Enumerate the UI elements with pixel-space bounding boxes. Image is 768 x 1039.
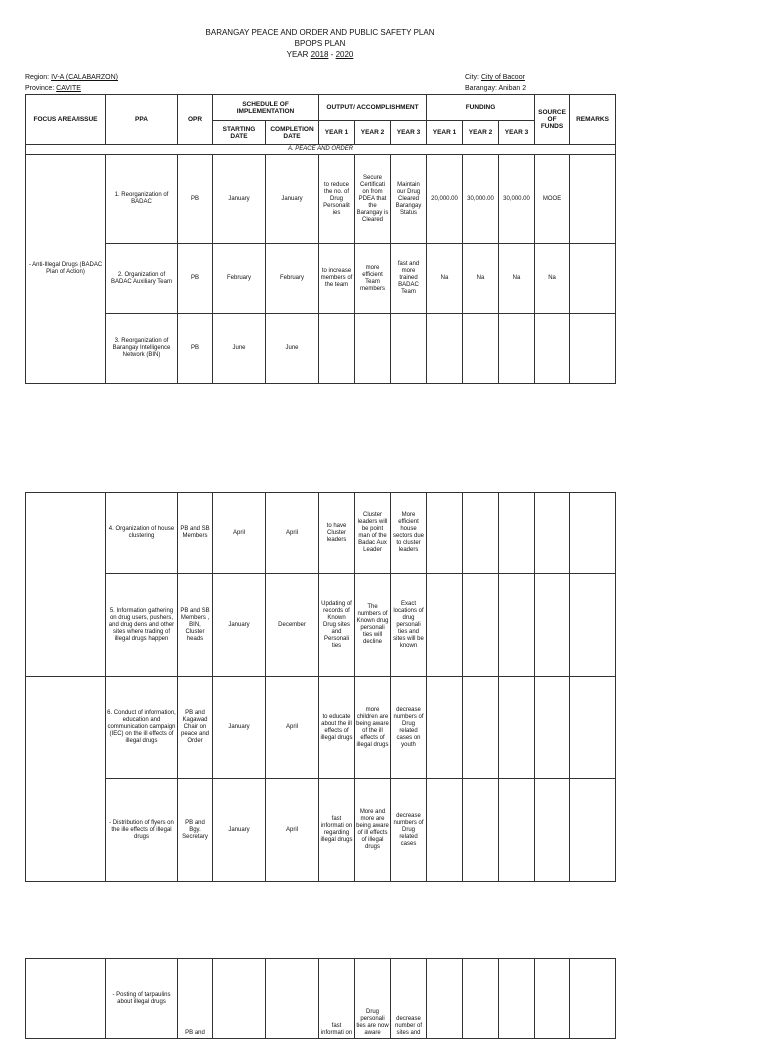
output-year1-cell: to increase members of the team (319, 244, 355, 314)
barangay-label: Barangay: (465, 85, 497, 92)
year-prefix: YEAR (286, 50, 309, 59)
ppa-cell: 5. Information gathering on drug users, pushers, and drug dens and other sites where trading of illegal drugs happen (106, 574, 178, 677)
opr-cell: PB and SB Members , BIN, Cluster heads (178, 574, 213, 677)
output-year1-cell (319, 314, 355, 384)
output-year3-cell: decrease numbers of Drug related cases (391, 779, 427, 882)
opr-cell: PB and SB Members (178, 493, 213, 574)
remarks-cell (570, 493, 616, 574)
start-cell: June (213, 314, 266, 384)
start-cell: January (213, 677, 266, 779)
document-title: BARANGAY PEACE AND ORDER AND PUBLIC SAFETY PLAN (205, 28, 435, 37)
funding-year2-cell (463, 493, 499, 574)
document-year (0, 50, 640, 60)
end-cell: April (266, 677, 319, 779)
output-year1-cell: fast informati on regarding illegal drugs (319, 779, 355, 882)
table-row (26, 677, 616, 779)
col-output-year3: YEAR 3 (391, 121, 427, 145)
funding-year2-cell (463, 959, 499, 1039)
funding-year2-cell: Na (463, 244, 499, 314)
col-output-year1: YEAR 1 (319, 121, 355, 145)
col-funding: FUNDING (427, 95, 535, 121)
city-label: City: (465, 74, 479, 81)
col-funding-year1: YEAR 1 (427, 121, 463, 145)
year-separator: - (330, 50, 334, 59)
region-label: Region: (25, 74, 50, 81)
source-cell (535, 677, 570, 779)
funding-year1-cell (427, 314, 463, 384)
city-value: City of Bacoor (480, 74, 525, 81)
focus-area-cell (26, 677, 106, 882)
ppa-cell: 4. Organization of house clustering (106, 493, 178, 574)
output-year1-cell: to have Cluster leaders (319, 493, 355, 574)
table-row (26, 574, 616, 677)
source-cell (535, 493, 570, 574)
funding-year3-cell (499, 314, 535, 384)
output-year3-cell: decrease numbers of Drug related cases on youth (391, 677, 427, 779)
output-year2-cell: Drug personali ties are now aware (355, 959, 391, 1039)
col-funding-year3: YEAR 3 (499, 121, 535, 145)
remarks-cell (570, 244, 616, 314)
col-output-year2: YEAR 2 (355, 121, 391, 145)
start-cell: January (213, 779, 266, 882)
funding-year1-cell (427, 493, 463, 574)
end-cell: February (266, 244, 319, 314)
funding-year3-cell (499, 779, 535, 882)
funding-year3-cell (499, 493, 535, 574)
document-subtitle: BPOPS PLAN (294, 39, 346, 48)
region-line (25, 73, 118, 82)
table-row (26, 779, 616, 882)
output-year3-cell: fast and more trained BADAC Team (391, 244, 427, 314)
remarks-cell (570, 314, 616, 384)
funding-year1-cell (427, 779, 463, 882)
funding-year1-cell (427, 959, 463, 1039)
barangay-line (465, 84, 526, 93)
funding-year3-cell: 30,000.00 (499, 155, 535, 244)
col-funding-year2: YEAR 2 (463, 121, 499, 145)
city-line (465, 73, 525, 82)
start-cell: April (213, 493, 266, 574)
output-year2-cell: The numbers of Known drug personali ties will decline (355, 574, 391, 677)
source-cell: MOOE (535, 155, 570, 244)
plan-table-page-1 (25, 94, 616, 384)
output-year2-cell (355, 314, 391, 384)
col-starting-date: STARTING DATE (213, 121, 266, 145)
ppa-cell: - Posting of tarpaulins about illegal drugs (106, 959, 178, 1039)
output-year2-cell: Cluster leaders will be point man of the Badac Aux Leader (355, 493, 391, 574)
funding-year1-cell (427, 574, 463, 677)
output-year3-cell: Maintain our Drug Cleared Barangay Status (391, 155, 427, 244)
source-cell (535, 314, 570, 384)
ppa-cell: 3. Reorganization of Barangay Intelligence Network (BIN) (106, 314, 178, 384)
ppa-cell: 2. Organization of BADAC Auxiliary Team (106, 244, 178, 314)
start-cell: February (213, 244, 266, 314)
output-year3-cell: decrease number of sites and (391, 959, 427, 1039)
start-cell: January (213, 574, 266, 677)
funding-year2-cell (463, 314, 499, 384)
remarks-cell (570, 574, 616, 677)
col-schedule: SCHEDULE OF IMPLEMENTATION (213, 95, 319, 121)
remarks-cell (570, 155, 616, 244)
col-completion-date: COMPLETION DATE (266, 121, 319, 145)
year-start: 2018 (310, 50, 329, 59)
table-row (26, 244, 616, 314)
col-source: SOURCE OF FUNDS (535, 95, 570, 145)
funding-year3-cell (499, 574, 535, 677)
end-cell: April (266, 779, 319, 882)
remarks-cell (570, 959, 616, 1039)
ppa-cell: 6. Conduct of information, education and communication campaign (IEC) on the ill effects of illegal drugs (106, 677, 178, 779)
funding-year2-cell (463, 779, 499, 882)
funding-year1-cell (427, 677, 463, 779)
end-cell: June (266, 314, 319, 384)
output-year1-cell: Updating of records of Known Drug sites and Personali ties (319, 574, 355, 677)
source-cell (535, 779, 570, 882)
source-cell (535, 574, 570, 677)
output-year2-cell: Secure Certificati on from PDEA that the Barangay is Cleared (355, 155, 391, 244)
start-cell: January (213, 155, 266, 244)
focus-area-cell (26, 959, 106, 1039)
plan-table-page-2 (25, 492, 616, 882)
end-cell: January (266, 155, 319, 244)
funding-year3-cell: Na (499, 244, 535, 314)
output-year3-cell (391, 314, 427, 384)
end-cell: December (266, 574, 319, 677)
opr-cell: PB (178, 155, 213, 244)
table-row (26, 493, 616, 574)
opr-cell: PB and (178, 959, 213, 1039)
opr-cell: PB (178, 314, 213, 384)
focus-area-cell (26, 493, 106, 677)
col-output: OUTPUT/ ACCOMPLISHMENT (319, 95, 427, 121)
funding-year2-cell: 30,000.00 (463, 155, 499, 244)
output-year1-cell: to educate about the ill effects of illegal drugs (319, 677, 355, 779)
col-focus-area: FOCUS AREA/ISSUE (26, 95, 106, 145)
end-cell: April (266, 493, 319, 574)
remarks-cell (570, 779, 616, 882)
source-cell (535, 959, 570, 1039)
province-label: Province: (25, 85, 55, 92)
output-year1-cell: to reduce the no. of Drug Personalit ies (319, 155, 355, 244)
opr-cell: PB and Bgy. Secretary (178, 779, 213, 882)
ppa-cell: - Distribution of flyers on the ille effects of illegal drugs (106, 779, 178, 882)
output-year2-cell: more efficient Team members (355, 244, 391, 314)
funding-year1-cell: 20,000.00 (427, 155, 463, 244)
year-end: 2020 (335, 50, 354, 59)
funding-year3-cell (499, 677, 535, 779)
table-row (26, 959, 616, 1039)
col-ppa: PPA (106, 95, 178, 145)
section-heading: A. PEACE AND ORDER (26, 145, 616, 155)
province-value: CAVITE (56, 85, 81, 92)
opr-cell: PB (178, 244, 213, 314)
ppa-cell: 1. Reorganization of BADAC (106, 155, 178, 244)
output-year2-cell: More and more are being aware of ill effects of illegal drugs (355, 779, 391, 882)
opr-cell: PB and Kagawad Chair on peace and Order (178, 677, 213, 779)
funding-year3-cell (499, 959, 535, 1039)
province-line (25, 84, 81, 93)
focus-area-cell: - Anti-Illegal Drugs (BADAC Plan of Action) (26, 155, 106, 384)
output-year3-cell: More efficient house sectors due to cluster leaders (391, 493, 427, 574)
table-row (26, 314, 616, 384)
source-cell: Na (535, 244, 570, 314)
table-row (26, 155, 616, 244)
region-value: IV-A (CALABARZON) (51, 74, 118, 81)
end-cell (266, 959, 319, 1039)
output-year3-cell: Exact locations of drug personali ties and sites will be known (391, 574, 427, 677)
funding-year2-cell (463, 677, 499, 779)
start-cell (213, 959, 266, 1039)
col-remarks: REMARKS (570, 95, 616, 145)
plan-table-page-3 (25, 958, 616, 1039)
remarks-cell (570, 677, 616, 779)
output-year1-cell: fast informati on (319, 959, 355, 1039)
output-year2-cell: more children are being aware of the ill effects of illegal drugs (355, 677, 391, 779)
funding-year1-cell: Na (427, 244, 463, 314)
funding-year2-cell (463, 574, 499, 677)
barangay-value: Aniban 2 (498, 85, 527, 92)
col-opr: OPR (178, 95, 213, 145)
